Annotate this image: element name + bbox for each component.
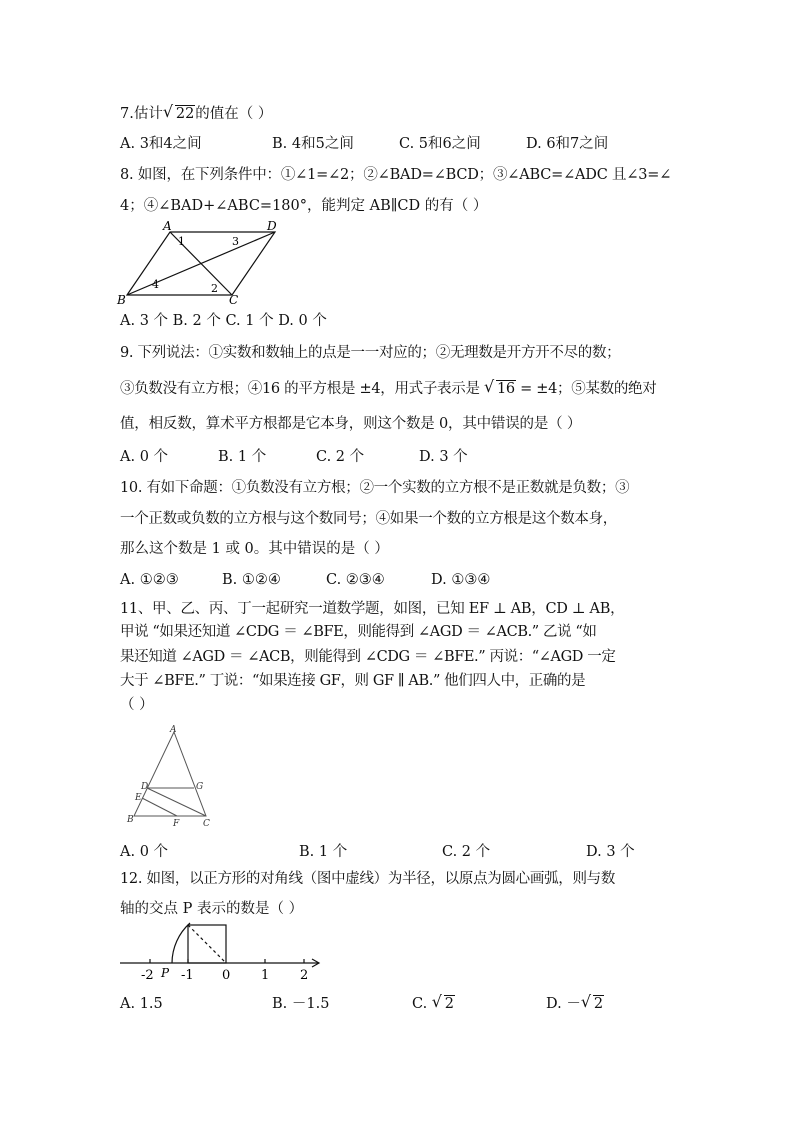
q11-line1: 11、甲、乙、丙、丁一起研究一道数学题，如图，已知 EF ⊥ AB，CD ⊥ AB， xyxy=(120,601,625,617)
q10-option-b: B. ①②④ xyxy=(222,572,281,588)
q12-number-line-figure xyxy=(115,918,330,982)
q11-triangle-figure xyxy=(120,722,220,832)
q10-option-c: C. ②③④ xyxy=(326,572,385,588)
q7-suffix: 的值在（ ） xyxy=(195,106,273,122)
q7-prefix: 7.估计 xyxy=(120,106,163,122)
q12-option-b: B. －1.5 xyxy=(272,996,330,1012)
q8-label-d: D xyxy=(267,219,277,233)
q11-option-a: A. 0 个 xyxy=(120,844,169,860)
q8-angle-4: 4 xyxy=(152,278,159,291)
q9-sqrt: √ 16 xyxy=(483,377,515,397)
q9-option-d: D. 3 个 xyxy=(419,449,468,465)
q7-stem xyxy=(120,104,272,124)
q8-options: A. 3 个 B. 2 个 C. 1 个 D. 0 个 xyxy=(120,313,327,329)
q10-line3: 那么这个数是 1 或 0。其中错误的是（ ） xyxy=(120,541,389,557)
q9-line2-prefix: ③负数没有立方根；④16 的平方根是 ±4，用式子表示是 xyxy=(120,381,484,397)
q9-line2 xyxy=(120,379,656,399)
q11-line4: 大于 ∠BFE.” 丁说：“如果连接 GF，则 GF ∥ AB.” 他们四人中，正确的是 xyxy=(120,673,586,689)
q8-label-a: A xyxy=(163,219,172,233)
q11-label-c: C xyxy=(203,819,210,829)
q8-angle-3: 3 xyxy=(232,235,239,248)
q7-option-d: D. 6和7之间 xyxy=(526,136,609,152)
q12-label-0: 0 xyxy=(222,968,231,982)
q8-angle-2: 2 xyxy=(211,282,218,295)
q7-sqrt: √ 22 xyxy=(162,102,195,122)
q11-label-b: B xyxy=(127,815,134,825)
q11-label-g: G xyxy=(196,782,204,792)
q8-label-b: B xyxy=(117,293,126,307)
q12-line1: 12. 如图，以正方形的对角线（图中虚线）为半径，以原点为圆心画弧，则与数 xyxy=(120,871,616,887)
q7-option-b: B. 4和5之间 xyxy=(272,136,354,152)
q11-label-f: F xyxy=(173,819,180,829)
q12-option-d: D. － √ 2 xyxy=(546,992,604,1012)
q8-line1: 8. 如图，在下列条件中：①∠1=∠2；②∠BAD=∠BCD；③∠ABC=∠ADC 且∠3=∠ xyxy=(120,167,672,183)
q7-option-a: A. 3和4之间 xyxy=(120,136,202,152)
q12-diagonal-dashed xyxy=(188,925,226,963)
q9-line3: 值，相反数，算术平方根都是它本身，则这个数是 0，其中错误的是（ ） xyxy=(120,416,582,432)
q11-triangle-abc xyxy=(134,732,206,816)
q12-label-1: 1 xyxy=(261,968,270,982)
q12-label--2: -2 xyxy=(141,968,154,982)
q12-label--1: -1 xyxy=(181,968,194,982)
q12-label-2: 2 xyxy=(300,968,309,982)
q9-option-b: B. 1 个 xyxy=(218,449,267,465)
q11-line5: （ ） xyxy=(120,697,154,713)
q9-line2-suffix: = ±4；⑤某数的绝对 xyxy=(515,381,657,397)
q11-option-c: C. 2 个 xyxy=(442,844,491,860)
q9-line1: 9. 下列说法：①实数和数轴上的点是一一对应的；②无理数是开方开不尽的数； xyxy=(120,345,621,361)
q10-line2: 一个正数或负数的立方根与这个数同号；④如果一个数的立方根是这个数本身， xyxy=(120,511,617,527)
q11-label-d: D xyxy=(141,782,149,792)
q11-line3: 果还知道 ∠AGD ＝ ∠ACB，则能得到 ∠CDG ＝ ∠BFE.” 丙说：“∠AGD 一定 xyxy=(120,649,616,665)
q8-angle-1: 1 xyxy=(178,235,185,248)
q11-segment-ef xyxy=(142,798,177,816)
q9-option-a: A. 0 个 xyxy=(120,449,169,465)
q12-arc xyxy=(172,923,190,963)
q12-option-a: A. 1.5 xyxy=(120,996,163,1012)
q11-label-e: E xyxy=(135,793,142,803)
q10-line1: 10. 有如下命题：①负数没有立方根；②一个实数的立方根不是正数就是负数；③ xyxy=(120,480,630,496)
q12-label-p: P xyxy=(161,966,170,980)
q8-label-c: C xyxy=(229,293,239,307)
q10-option-d: D. ①③④ xyxy=(431,572,491,588)
q8-parallelogram-figure xyxy=(115,216,290,308)
q11-label-a: A xyxy=(170,725,177,735)
q12-line2: 轴的交点 P 表示的数是（ ） xyxy=(120,901,304,917)
q12-option-d-sqrt: √ 2 xyxy=(580,992,604,1012)
q8-line2: 4；④∠BAD+∠ABC=180°，能判定 AB∥CD 的有（ ） xyxy=(120,198,488,214)
q11-option-b: B. 1 个 xyxy=(299,844,348,860)
q7-option-c: C. 5和6之间 xyxy=(399,136,481,152)
q10-option-a: A. ①②③ xyxy=(120,572,179,588)
q11-option-d: D. 3 个 xyxy=(586,844,635,860)
q12-option-c: C. √ 2 xyxy=(412,992,455,1012)
q11-line2: 甲说 “如果还知道 ∠CDG ＝ ∠BFE，则能得到 ∠AGD ＝ ∠ACB.” 乙说 “如 xyxy=(120,624,597,640)
q9-option-c: C. 2 个 xyxy=(316,449,365,465)
q12-option-c-sqrt: √ 2 xyxy=(431,992,455,1012)
